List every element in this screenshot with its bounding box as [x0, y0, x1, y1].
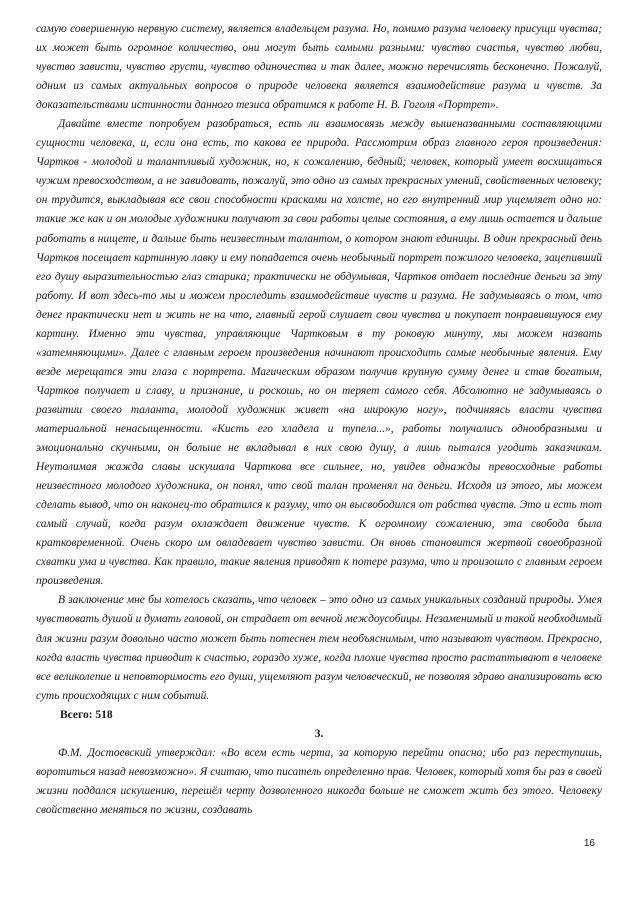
essay-paragraph-4: Ф.М. Достоевский утверждал: «Во всем есть черта, за которую перейти опасно; ибо раз переступишь, воротиться назад невозможно». Я считаю, что писатель определенно прав. Человек, который хотя бы раз в своей жизни поддался искушению, перешёл черту дозволенного никогда больше не сможет жить без этого. Человеку свойственно меняться по жизни, создавать — [36, 746, 602, 816]
section-number: 3. — [314, 727, 324, 740]
essay-paragraph-2: Давайте вместе попробуем разобраться, есть ли взаимосвязь между вышеназванными составляющими сущности человека, и, если она есть, то какова ее природа. Рассмотрим образ главного героя произведения: Чартков - молодой и талантливый художник, но, к сожалению, бедный; человек, который умеет восхищаться чужим превосходством, а не завидовать, пожалуй, это одно из самых прекрасных умений, свойственных человеку; он трудится, выкладывая все свои способности красками на холсте, но его внутренний мир ущемляет одно но: такие же как и он молодые художники получают за свои работы целые состояния, а ему лишь остается и дальше работать в нищете, и дальше быть неизвестным талантом, о котором знают единицы. В один прекрасный день Чартков посещает картинную лавку и ему попадается очень необычный портрет пожилого человека, зацепивший его душу выразительностью глаз старика; практически не обдумывая, Чартков отдает последние деньги за эту работу. И вот здесь-то мы и можем проследить взаимодействие чувств и разума. Не задумываясь о том, что денег практически нет и жить не на что, главный герой слушает свои чувства и покупает понравившуюся ему картину. Именно эти чувства, управляющие Чартковым в ту роковую минуту, мы можем назвать «затемняющими». Далее с главным героем произведения начинают происходить самые необычные явления. Ему везде мерещатся эти глаза с портрета. Магическим образом получив крупную сумму денег и став богатым, Чартков получает и славу, и признание, и роскошь, но он теряет самого себя. Абсолютно не задумываясь о развитии своего таланта, молодой художник живет «на широкую ногу», подчиняясь власти чувства материальной ненасыщенности. «Кисть его хладела и тупела...», работы получались однообразными и эмоционально скучными, он больше не вкладывал в них свою душу, а лишь пытался угодить заказчикам. Неутолимая жажда славы искушала Чарткова все сильнее, но, увидев однажды превосходные работы неизвестного молодого художника, он понял, что свой талан променял на деньги. Исходя из этого, мы можем сделать вывод, что он наконец-то обратился к разуму, что он высвободился от рабства чувств. Это и есть тот самый случай, когда разум охлаждает движение чувств. К огромному сожалению, эта свобода была кратковременной. Очень скоро им овладевает чувство зависти. Он вновь становится жертвой своеобразной схватки ума и чувства. Как правило, такие явления приводят к потере разума, что и произошло с главным героем произведения. — [36, 118, 602, 588]
essay-paragraph-1: самую совершенную нервную систему, является владельцем разума. Но, помимо разума человеку присущи чувства; их может быть огромное количество, они могут быть самыми разными: чувство счастья, чувство любви, чувство зависти, чувство грусти, чувство одиночества и так далее, можно перечислять бесконечно. Пожалуй, одним из самых актуальных вопросов о природе человека является взаимодействие разума и чувств. За доказательствами истинности данного тезиса обратимся к работе Н. В. Гоголя «Портрет». — [36, 23, 602, 112]
page-number: 16 — [583, 838, 595, 849]
word-count-total: Всего: 518 — [60, 708, 113, 721]
essay-paragraph-3: В заключение мне бы хотелось сказать, что человек – это одно из самых уникальных созданий природы. Умея чувствовать душой и думать головой, он страдает от вечной междоусобицы. Незаменимый и такой необходимый для жизни разум довольно часто может быть потеснен тем необъяснимым, что называют чувством. Прекрасно, когда власть чувства приводит к счастью, гораздо хуже, когда плохие чувства просто растаптывают в человеке все великолепие и неповторимость его души, ущемляют разум человеческий, не позволяя здраво анализировать всю суть происходящих с ним событий. — [36, 594, 602, 702]
essay-text — [36, 20, 602, 820]
